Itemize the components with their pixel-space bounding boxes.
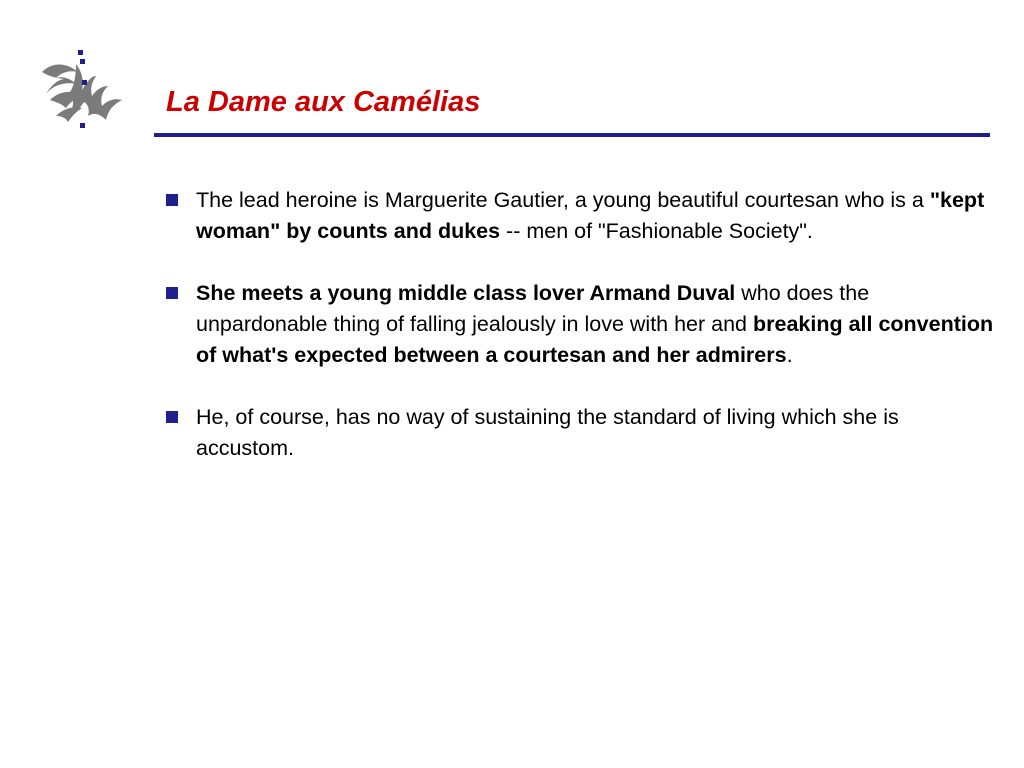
bullet-item xyxy=(166,402,996,464)
slide-title: La Dame aux Camélias xyxy=(166,86,481,118)
square-bullet-icon xyxy=(166,411,178,423)
bullet-item xyxy=(166,278,996,371)
flame-emblem-icon xyxy=(36,50,126,134)
bullet-item xyxy=(166,185,996,247)
square-bullet-icon xyxy=(166,287,178,299)
bullet-text: He, of course, has no way of sustaining the standard of living which she is accustom. xyxy=(196,405,899,460)
square-bullet-icon xyxy=(166,194,178,206)
title-underline xyxy=(154,133,990,137)
bullet-text: She meets a young middle class lover Armand Duval who does the unpardonable thing of falling jealously in love with her and breaking all convention of what's expected between a courtesan and her admirers. xyxy=(196,281,994,367)
bullet-text: The lead heroine is Marguerite Gautier, a young beautiful courtesan who is a "kept woman" by counts and dukes -- men of "Fashionable Society". xyxy=(196,188,985,243)
bullet-list xyxy=(166,185,996,464)
